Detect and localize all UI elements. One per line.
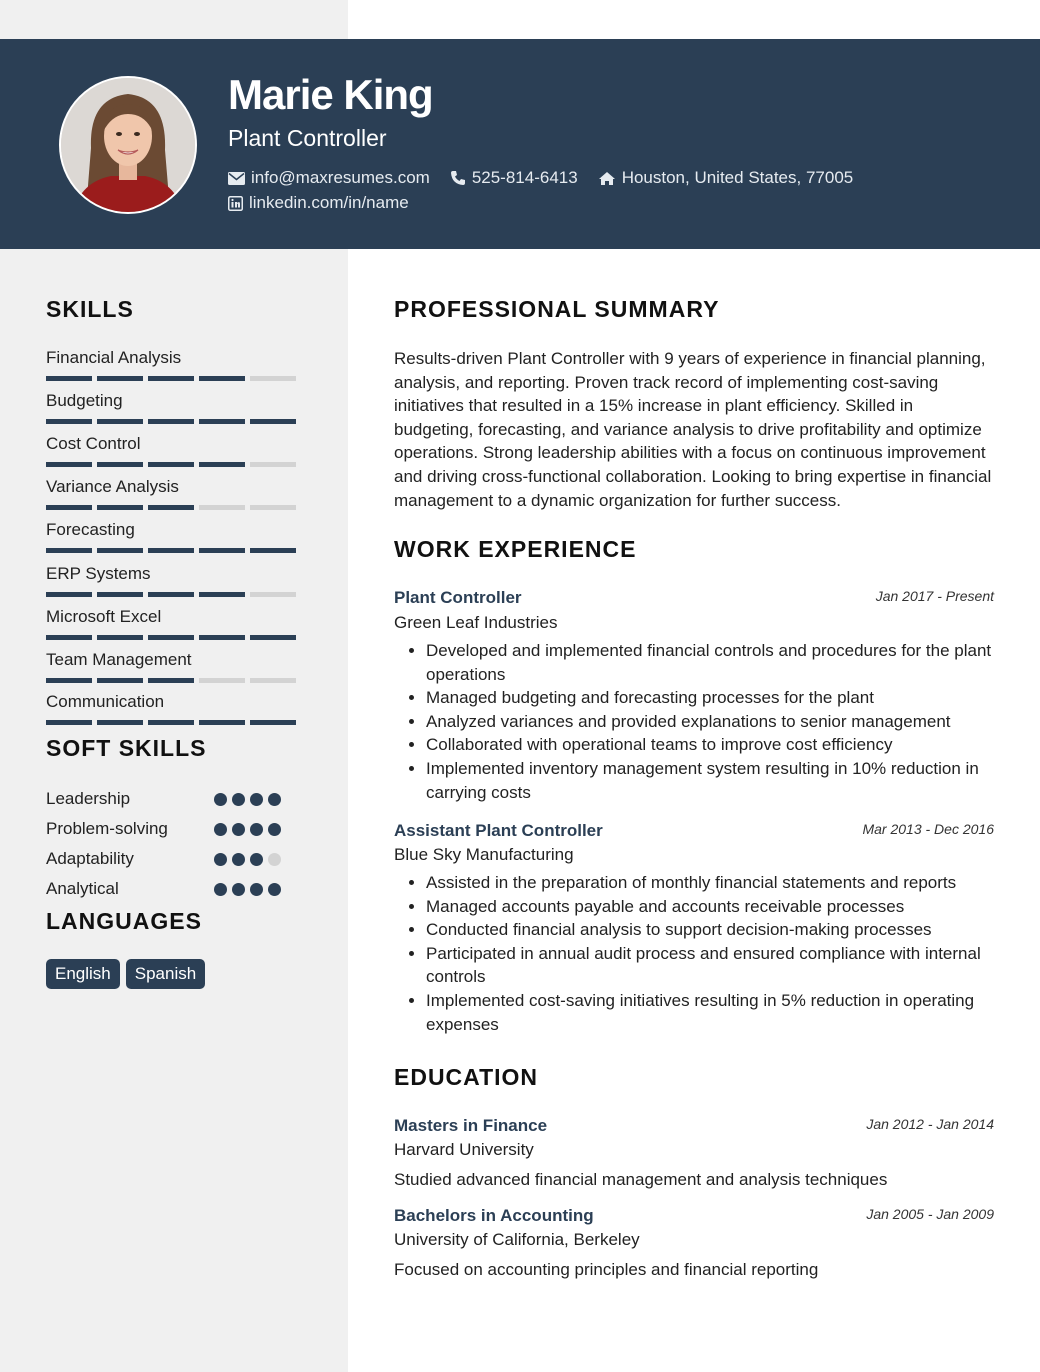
skill-level-segment xyxy=(199,720,245,725)
skill-level-segment xyxy=(148,720,194,725)
skill-item xyxy=(46,391,306,424)
job-bullet: • Analyzed variances and provided explanations to senior management xyxy=(426,710,994,734)
skill-level-segment xyxy=(46,548,92,553)
skill-level-segment xyxy=(97,720,143,725)
skill-level-segment xyxy=(250,592,296,597)
job-entry xyxy=(394,821,994,1036)
skill-level-segment xyxy=(148,419,194,424)
skill-level-segment xyxy=(250,548,296,553)
soft-skill-dots xyxy=(214,853,286,866)
education-entry xyxy=(394,1116,994,1190)
skill-level-segment xyxy=(46,376,92,381)
job-date: Jan 2017 - Present xyxy=(875,588,994,604)
skill-item xyxy=(46,520,306,553)
skill-level-dot xyxy=(214,793,227,806)
education-description: Studied advanced financial management and analysis techniques xyxy=(394,1170,888,1189)
skill-level-segment xyxy=(46,419,92,424)
degree-title: Masters in Finance xyxy=(394,1116,548,1135)
skill-bar xyxy=(46,635,306,640)
company-name: Green Leaf Industries xyxy=(394,613,558,632)
skill-level-segment xyxy=(199,505,245,510)
skill-name: ERP Systems xyxy=(46,564,151,583)
skill-level-segment xyxy=(46,462,92,467)
job-bullets xyxy=(394,871,994,1036)
skill-level-segment xyxy=(148,548,194,553)
candidate-name: Marie King xyxy=(228,71,433,118)
job-title: Assistant Plant Controller xyxy=(394,821,603,840)
job-bullet: • Managed budgeting and forecasting processes for the plant xyxy=(426,686,994,710)
envelope-icon xyxy=(228,172,245,185)
skill-item xyxy=(46,434,306,467)
skill-level-segment xyxy=(97,505,143,510)
job-bullet: • Collaborated with operational teams to improve cost efficiency xyxy=(426,733,994,757)
contact-location xyxy=(598,168,854,188)
avatar xyxy=(59,76,197,214)
skill-name: Microsoft Excel xyxy=(46,607,162,626)
experience-heading: WORK EXPERIENCE xyxy=(394,536,637,562)
job-bullet: • Assisted in the preparation of monthly financial statements and reports xyxy=(426,871,994,895)
skill-name: Variance Analysis xyxy=(46,477,179,496)
skill-level-segment xyxy=(148,462,194,467)
skill-level-dot xyxy=(232,823,245,836)
skill-level-segment xyxy=(250,376,296,381)
skill-name: Forecasting xyxy=(46,520,135,539)
skill-level-segment xyxy=(46,678,92,683)
skill-level-segment xyxy=(199,678,245,683)
skill-bar xyxy=(46,419,306,424)
skill-level-segment xyxy=(97,678,143,683)
summary-text: Results-driven Plant Controller with 9 years of experience in financial planning, analysis, and reporting. Proven track record of implementing cost-saving initiatives that resulted in a 15% increase in plant efficiency. Skilled in budgeting, forecasting, and variance analysis to drive profitability and optimize operations. Strong leadership abilities with a focus on continuous improvement and driving cross-functional collaboration. Looking to bring expertise in financial management to a dynamic organization for further success. xyxy=(394,349,992,510)
skill-level-dot xyxy=(232,853,245,866)
languages-heading: LANGUAGES xyxy=(46,908,202,934)
soft-skill-item xyxy=(46,819,306,839)
email-text: info@maxresumes.com xyxy=(251,168,430,187)
skill-level-dot xyxy=(214,853,227,866)
skill-name: Team Management xyxy=(46,650,192,669)
job-date: Mar 2013 - Dec 2016 xyxy=(862,821,994,837)
skill-level-segment xyxy=(250,505,296,510)
skill-level-segment xyxy=(148,635,194,640)
skill-bar xyxy=(46,720,306,725)
language-list xyxy=(46,959,211,989)
skill-bar xyxy=(46,505,306,510)
skill-level-segment xyxy=(199,635,245,640)
skill-level-dot xyxy=(214,823,227,836)
skill-bar xyxy=(46,592,306,597)
skill-level-segment xyxy=(97,548,143,553)
education-description: Focused on accounting principles and financial reporting xyxy=(394,1260,819,1279)
skill-bar xyxy=(46,548,306,553)
skill-level-dot xyxy=(268,883,281,896)
skill-level-segment xyxy=(46,592,92,597)
skill-level-segment xyxy=(148,678,194,683)
skill-item xyxy=(46,607,306,640)
skill-item xyxy=(46,692,306,725)
language-pill: English xyxy=(46,959,120,989)
skill-level-segment xyxy=(199,548,245,553)
company-name: Blue Sky Manufacturing xyxy=(394,845,574,864)
skill-level-segment xyxy=(199,419,245,424)
job-entry xyxy=(394,588,994,804)
job-title: Plant Controller xyxy=(394,588,522,607)
skills-heading: SKILLS xyxy=(46,296,134,322)
skill-name: Cost Control xyxy=(46,434,141,453)
school-name: University of California, Berkeley xyxy=(394,1230,640,1249)
skill-level-segment xyxy=(97,376,143,381)
skill-level-segment xyxy=(97,419,143,424)
soft-skill-name: Analytical xyxy=(46,879,119,898)
skill-item xyxy=(46,650,306,683)
soft-skill-dots xyxy=(214,883,286,896)
contact-email[interactable] xyxy=(228,168,430,188)
skill-item xyxy=(46,348,306,381)
skill-level-dot xyxy=(250,883,263,896)
job-bullet: • Implemented cost-saving initiatives resulting in 5% reduction in operating expenses xyxy=(426,989,994,1036)
contact-phone[interactable] xyxy=(450,168,578,188)
skill-level-segment xyxy=(199,376,245,381)
skill-level-segment xyxy=(97,635,143,640)
education-entry xyxy=(394,1206,994,1280)
phone-text: 525-814-6413 xyxy=(471,168,578,187)
candidate-title: Plant Controller xyxy=(228,125,387,151)
school-name: Harvard University xyxy=(394,1140,534,1159)
soft-skill-name: Leadership xyxy=(46,789,131,808)
home-icon xyxy=(598,171,616,186)
degree-title: Bachelors in Accounting xyxy=(394,1206,594,1225)
skill-level-segment xyxy=(46,720,92,725)
resume-header xyxy=(0,39,1040,249)
soft-skill-dots xyxy=(214,823,286,836)
soft-skill-item xyxy=(46,879,306,899)
skill-level-segment xyxy=(250,720,296,725)
soft-skill-dots xyxy=(214,793,286,806)
skill-item xyxy=(46,564,306,597)
education-heading: EDUCATION xyxy=(394,1064,539,1090)
skill-level-segment xyxy=(148,592,194,597)
job-bullet: • Developed and implemented financial controls and procedures for the plant operations xyxy=(426,639,994,686)
job-bullet: • Managed accounts payable and accounts receivable processes xyxy=(426,895,994,919)
job-bullet: • Conducted financial analysis to support decision-making processes xyxy=(426,918,994,942)
soft-skills-heading: SOFT SKILLS xyxy=(46,735,207,761)
skill-level-dot xyxy=(232,883,245,896)
contact-linkedin[interactable] xyxy=(228,193,409,213)
skill-level-dot xyxy=(250,793,263,806)
skill-level-dot xyxy=(232,793,245,806)
skill-level-dot xyxy=(268,853,281,866)
skill-bar xyxy=(46,462,306,467)
skill-level-segment xyxy=(148,505,194,510)
portrait-photo xyxy=(61,78,195,212)
education-date: Jan 2005 - Jan 2009 xyxy=(866,1206,994,1222)
soft-skill-item xyxy=(46,849,306,869)
soft-skill-name: Adaptability xyxy=(46,849,134,868)
contact-row xyxy=(228,168,873,188)
location-text: Houston, United States, 77005 xyxy=(621,168,854,187)
skill-level-dot xyxy=(268,823,281,836)
skill-level-segment xyxy=(250,635,296,640)
skill-level-segment xyxy=(250,678,296,683)
skill-level-segment xyxy=(46,635,92,640)
skill-level-dot xyxy=(250,853,263,866)
job-bullet: • Participated in annual audit process and ensured compliance with internal controls xyxy=(426,942,994,989)
soft-skill-item xyxy=(46,789,306,809)
skill-level-segment xyxy=(199,462,245,467)
skill-level-segment xyxy=(97,592,143,597)
soft-skill-name: Problem-solving xyxy=(46,819,168,838)
linkedin-text: linkedin.com/in/name xyxy=(249,193,409,212)
job-bullets xyxy=(394,639,994,804)
skill-name: Financial Analysis xyxy=(46,348,182,367)
linkedin-icon xyxy=(228,196,243,211)
skill-item xyxy=(46,477,306,510)
skill-bar xyxy=(46,678,306,683)
summary-heading: PROFESSIONAL SUMMARY xyxy=(394,296,720,322)
education-date: Jan 2012 - Jan 2014 xyxy=(866,1116,994,1132)
skill-level-dot xyxy=(250,823,263,836)
skill-level-segment xyxy=(250,419,296,424)
skill-level-segment xyxy=(46,505,92,510)
skill-name: Communication xyxy=(46,692,165,711)
skill-bar xyxy=(46,376,306,381)
skill-level-dot xyxy=(268,793,281,806)
skill-level-segment xyxy=(250,462,296,467)
skill-level-segment xyxy=(199,592,245,597)
skill-level-dot xyxy=(214,883,227,896)
skill-level-segment xyxy=(148,376,194,381)
skill-level-segment xyxy=(97,462,143,467)
language-pill: Spanish xyxy=(126,959,205,989)
phone-icon xyxy=(450,170,466,186)
skill-name: Budgeting xyxy=(46,391,123,410)
job-bullet: • Implemented inventory management system resulting in 10% reduction in carrying costs xyxy=(426,757,994,804)
contact-row-2 xyxy=(228,193,429,213)
